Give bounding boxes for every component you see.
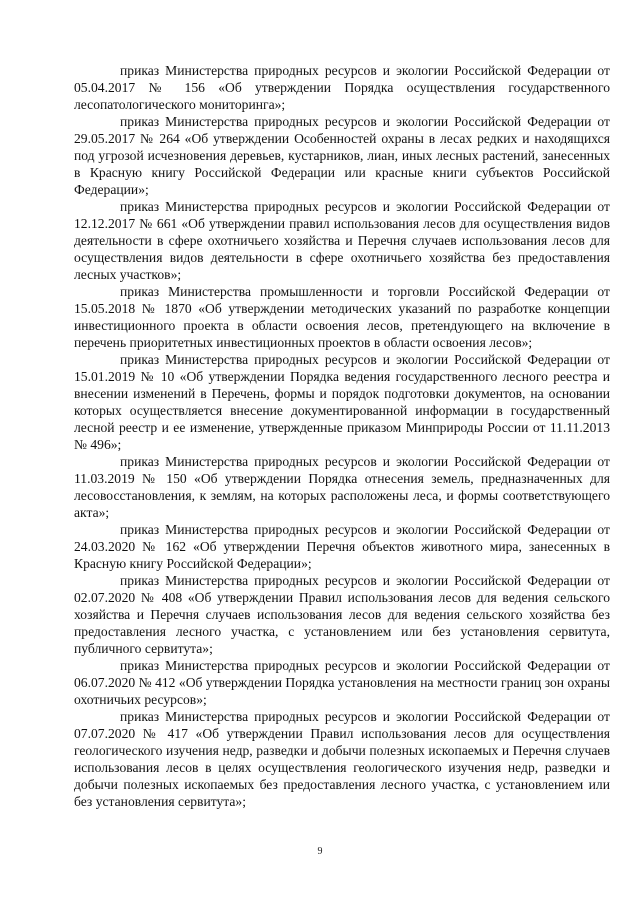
order-paragraph-2: приказ Министерства природных ресурсов и экологии Российской Федерации от 29.05.2017 № 264 «Об утверждении Особенностей охраны в лесах редких и находящихся под угрозой исчезновения деревьев, кустарников, лиан, иных лесных растений, занесенных в Красную книгу Российской Федерации или красные книги субъектов Российской Федерации»; [74,114,610,197]
order-paragraph-5: приказ Министерства природных ресурсов и экологии Российской Федерации от 15.01.2019 № 10 «Об утверждении Порядка ведения государственного лесного реестра и внесении изменений в Перечень, формы и порядок подготовки документов, на основании которых осуществляется внесение документированной информации в государственный лесной реестр и ее изменение, утвержденные приказом Минприроды России от 11.11.2013 № 496»; [74,352,610,452]
order-paragraph-10: приказ Министерства природных ресурсов и экологии Российской Федерации от 07.07.2020 № 417 «Об утверждении Правил использования лесов для осуществления геологического изучения недр, разведки и добычи полезных ископаемых и Перечня случаев использования лесов в целях осуществления геологического изучения недр, разведки и добычи полезных ископаемых без предоставления лесного участка, с установлением или без установления сервитута»; [74,709,610,809]
document-body [74,62,610,810]
order-paragraph-4: приказ Министерства промышленности и торговли Российской Федерации от 15.05.2018 № 1870 «Об утверждении методических указаний по разработке концепции инвестиционного проекта в области освоения лесов, претендующего на включение в перечень приоритетных инвестиционных проектов в области освоения лесов»; [74,284,610,350]
order-paragraph-1: приказ Министерства природных ресурсов и экологии Российской Федерации от 05.04.2017 № 156 «Об утверждении Порядка осуществления государственного лесопатологического мониторинга»; [74,63,610,112]
order-paragraph-6: приказ Министерства природных ресурсов и экологии Российской Федерации от 11.03.2019 № 150 «Об утверждении Порядка отнесения земель, предназначенных для лесовосстановления, к землям, на которых расположены леса, и формы соответствующего акта»; [74,454,610,520]
page-number: 9 [317,846,323,857]
order-paragraph-8: приказ Министерства природных ресурсов и экологии Российской Федерации от 02.07.2020 № 408 «Об утверждении Правил использования лесов для ведения сельского хозяйства и Перечня случаев использования лесов для ведения сельского хозяйства без предоставления лесного участка, с установлением или без установления сервитута, публичного сервитута»; [74,573,610,656]
order-paragraph-3: приказ Министерства природных ресурсов и экологии Российской Федерации от 12.12.2017 № 661 «Об утверждении правил использования лесов для осуществления видов деятельности в сфере охотничьего хозяйства и Перечня случаев использования лесов для осуществления видов деятельности в сфере охотничьего хозяйства без предоставления лесных участков»; [74,199,610,282]
order-paragraph-7: приказ Министерства природных ресурсов и экологии Российской Федерации от 24.03.2020 № 162 «Об утверждении Перечня объектов животного мира, занесенных в Красную книгу Российской Федерации»; [74,522,610,571]
order-paragraph-9: приказ Министерства природных ресурсов и экологии Российской Федерации от 06.07.2020 № 412 «Об утверждении Порядка установления на местности границ зон охраны охотничьих ресурсов»; [74,658,610,707]
